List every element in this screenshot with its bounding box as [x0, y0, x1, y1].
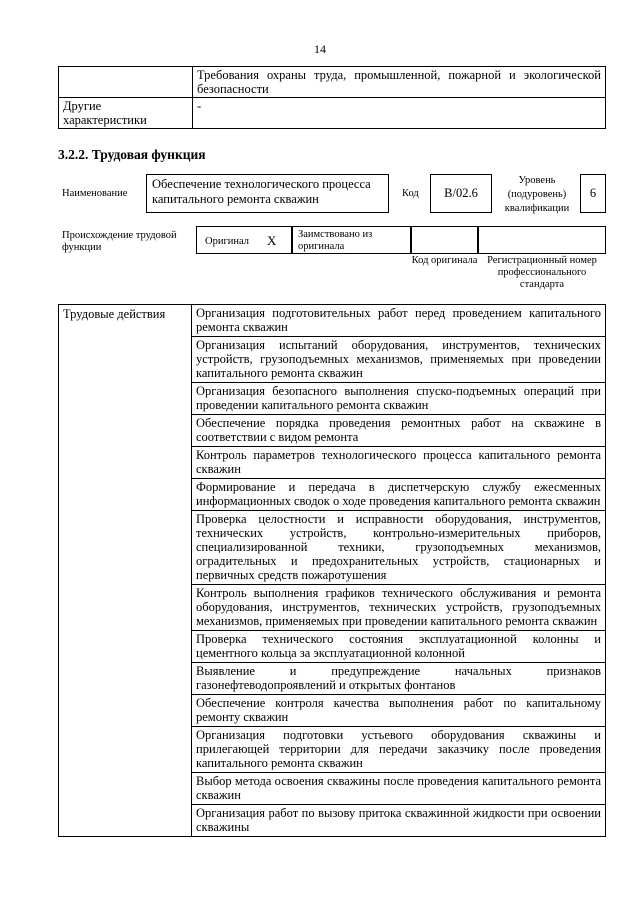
- table-row: [59, 98, 606, 129]
- section-heading: 3.2.2. Трудовая функция: [58, 147, 206, 162]
- characteristics-table: [58, 66, 606, 129]
- original-label: Оригинал: [205, 236, 249, 247]
- labor-actions-label: Трудовые действия: [59, 305, 192, 837]
- level-value-box: 6: [580, 174, 606, 213]
- code-original-box: [411, 226, 478, 254]
- labor-action-item: Выбор метода освоения скважины после проведения капитального ремонта скважин: [192, 773, 606, 805]
- name-label: Наименование: [62, 188, 128, 199]
- labor-action-item: Организация работ по вызову притока скважинной жидкости при освоении скважины: [192, 805, 606, 837]
- labor-action-item: Организация испытаний оборудования, инструментов, технических устройств, грузоподъемных механизмов, применяемых при проведении капитального ремонта скважин: [192, 337, 606, 383]
- origin-label: Происхождение трудовой функции: [62, 230, 177, 253]
- labor-action-item: Контроль параметров технологического процесса капитального ремонта скважин: [192, 447, 606, 479]
- reg-number-box: [478, 226, 606, 254]
- requirements-label-cell: [59, 67, 193, 98]
- table-row: [59, 305, 606, 337]
- labor-action-item: Обеспечение контроля качества выполнения работ по капитальному ремонту скважин: [192, 695, 606, 727]
- labor-actions-table: [58, 304, 606, 837]
- labor-action-item: Проверка целостности и исправности оборудования, инструментов, технических устройств, контрольно-измерительных приборов, специализированной техники, грузоподъемных механизмов, оградительных и предохранительных устройств, стационарных и первичных средств пожаротушения: [192, 511, 606, 585]
- code-original-caption: Код оригинала: [411, 255, 478, 266]
- other-characteristics-label: Другие характеристики: [59, 98, 193, 129]
- labor-action-item: Обеспечение порядка проведения ремонтных работ на скважине в соответствии с видом ремонта: [192, 415, 606, 447]
- labor-action-item: Контроль выполнения графиков технического обслуживания и ремонта оборудования, инструментов, технических устройств, грузоподъемных механизмов, применяемых при проведении капитального ремонта скважин: [192, 585, 606, 631]
- level-label: Уровень (подуровень) квалификации: [504, 175, 570, 214]
- table-row: [59, 67, 606, 98]
- labor-action-item: Формирование и передача в диспетчерскую службу ежесменных информационных сводок о ходе проведения капитального ремонта скважин: [192, 479, 606, 511]
- requirements-value-cell: Требования охраны труда, промышленной, пожарной и экологической безопасности: [193, 67, 606, 98]
- labor-action-item: Организация безопасного выполнения спуско-подъемных операций при проведении капитального ремонта скважин: [192, 383, 606, 415]
- reg-number-caption: Регистрационный номер профессионального стандарта: [487, 255, 597, 290]
- function-code-box: B/02.6: [430, 174, 492, 213]
- function-name-box: Обеспечение технологического процесса капитального ремонта скважин: [146, 174, 389, 213]
- page-number: 14: [314, 42, 326, 56]
- labor-action-item: Выявление и предупреждение начальных признаков газонефтеводопроявлений и открытых фонтанов: [192, 663, 606, 695]
- original-box: [196, 226, 292, 254]
- labor-action-item: Организация подготовительных работ перед проведением капитального ремонта скважин: [192, 305, 606, 337]
- labor-action-item: Проверка технического состояния эксплуатационной колонны и цементного кольца за эксплуатационной колонной: [192, 631, 606, 663]
- labor-action-item: Организация подготовки устьевого оборудования скважины и прилегающей территории для передачи заказчику после проведения капитального ремонта скважин: [192, 727, 606, 773]
- borrowed-box: Заимствовано из оригинала: [292, 226, 411, 254]
- other-characteristics-value: -: [193, 98, 606, 129]
- original-mark: X: [267, 233, 277, 248]
- code-label: Код: [402, 188, 419, 199]
